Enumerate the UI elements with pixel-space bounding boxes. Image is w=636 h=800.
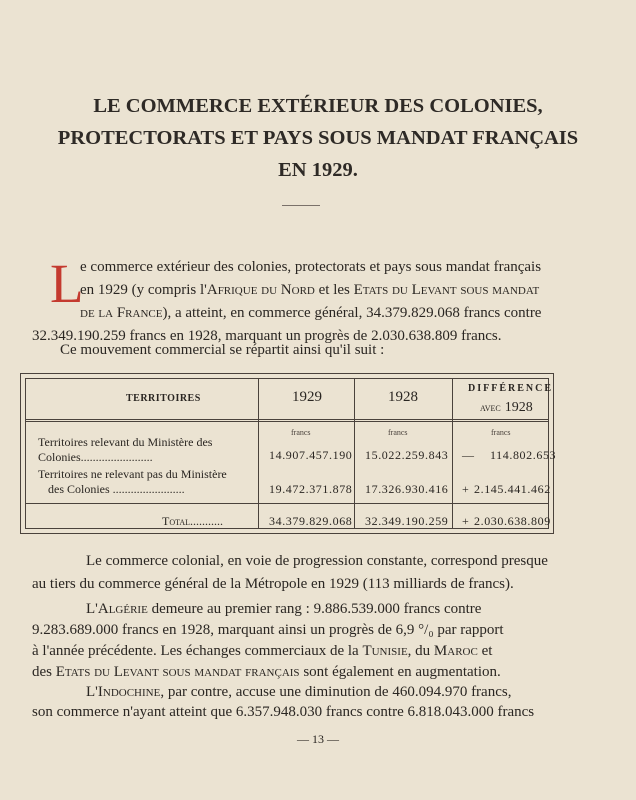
title-line-1: LE COMMERCE EXTÉRIEUR DES COLONIES, bbox=[93, 95, 543, 117]
repartition-text: Ce mouvement commercial se répartit ainsi qu'il suit : bbox=[60, 342, 385, 358]
row1-1929: 14.907.457.190 bbox=[269, 448, 353, 462]
intro-line-4: 32.349.190.259 francs en 1928, marquant un progrès de 2.030.638.809 francs. bbox=[32, 328, 502, 344]
row1-diff-sign: — bbox=[462, 448, 475, 462]
header-1929: 1929 bbox=[292, 389, 322, 405]
row1-diff: 114.802.653 bbox=[490, 448, 557, 462]
para2-line2: 9.283.689.000 francs en 1928, marquant ainsi un progrès de 6,9 °/₀ par rapport bbox=[32, 622, 504, 638]
header-difference: DIFFÉRENCE bbox=[468, 383, 554, 394]
header-avec-1928: avec 1928 bbox=[480, 400, 533, 415]
page-number: — 13 — bbox=[297, 732, 339, 746]
units-1928: francs bbox=[388, 428, 408, 437]
para3-line1: L'Indochine, par contre, accuse une diminution de 460.094.970 francs, bbox=[86, 684, 512, 700]
title-line-2: PROTECTORATS ET PAYS SOUS MANDAT FRANÇAIS bbox=[57, 127, 579, 149]
row1-1928: 15.022.259.843 bbox=[365, 448, 449, 462]
row2-1928: 17.326.930.416 bbox=[365, 482, 449, 496]
total-diff: 2.030.638.809 bbox=[474, 514, 551, 528]
row2-diff-sign: + bbox=[462, 482, 470, 496]
page-title bbox=[40, 90, 596, 186]
para1-line1: Le commerce colonial, en voie de progression constante, correspond presque bbox=[86, 553, 548, 569]
header-1928: 1928 bbox=[388, 389, 418, 405]
intro-line-1: e commerce extérieur des colonies, protectorats et pays sous mandat français bbox=[80, 259, 542, 275]
header-territoires: TERRITOIRES bbox=[126, 393, 201, 404]
para2-line3: à l'année précédente. Les échanges commerciaux de la Tunisie, du Maroc et bbox=[32, 643, 493, 659]
para3-line2: son commerce n'ayant atteint que 6.357.948.030 francs contre 6.818.043.000 francs bbox=[32, 704, 535, 720]
units-difference: francs bbox=[491, 428, 511, 437]
row2-label-line2: des Colonies ........................ bbox=[48, 482, 185, 496]
total-1929: 34.379.829.068 bbox=[269, 514, 353, 528]
para1-line2: au tiers du commerce général de la Métropole en 1929 (113 milliards de francs). bbox=[32, 576, 514, 592]
row2-diff: 2.145.441.462 bbox=[474, 482, 551, 496]
units-1929: francs bbox=[291, 428, 311, 437]
row1-label-line2: Colonies........................ bbox=[38, 450, 153, 464]
trade-table bbox=[20, 373, 557, 534]
para2-line4: des Etats du Levant sous mandat français sont également en augmentation. bbox=[32, 664, 501, 680]
total-1928: 32.349.190.259 bbox=[365, 514, 449, 528]
total-diff-sign: + bbox=[462, 514, 470, 528]
title-line-3: EN 1929. bbox=[278, 159, 358, 181]
total-label: Total........... bbox=[162, 514, 224, 528]
row1-label-line1: Territoires relevant du Ministère des bbox=[38, 435, 213, 449]
intro-line-3: de la France), a atteint, en commerce général, 34.379.829.068 francs contre bbox=[80, 305, 542, 321]
drop-cap: L bbox=[50, 253, 84, 314]
para2-line1: L'Algérie demeure au premier rang : 9.886.539.000 francs contre bbox=[86, 601, 482, 617]
row2-1929: 19.472.371.878 bbox=[269, 482, 353, 496]
title-divider bbox=[282, 205, 320, 206]
intro-line-2: en 1929 (y compris l'Afrique du Nord et les Etats du Levant sous mandat bbox=[80, 282, 540, 298]
row2-label-line1: Territoires ne relevant pas du Ministère bbox=[38, 467, 227, 481]
